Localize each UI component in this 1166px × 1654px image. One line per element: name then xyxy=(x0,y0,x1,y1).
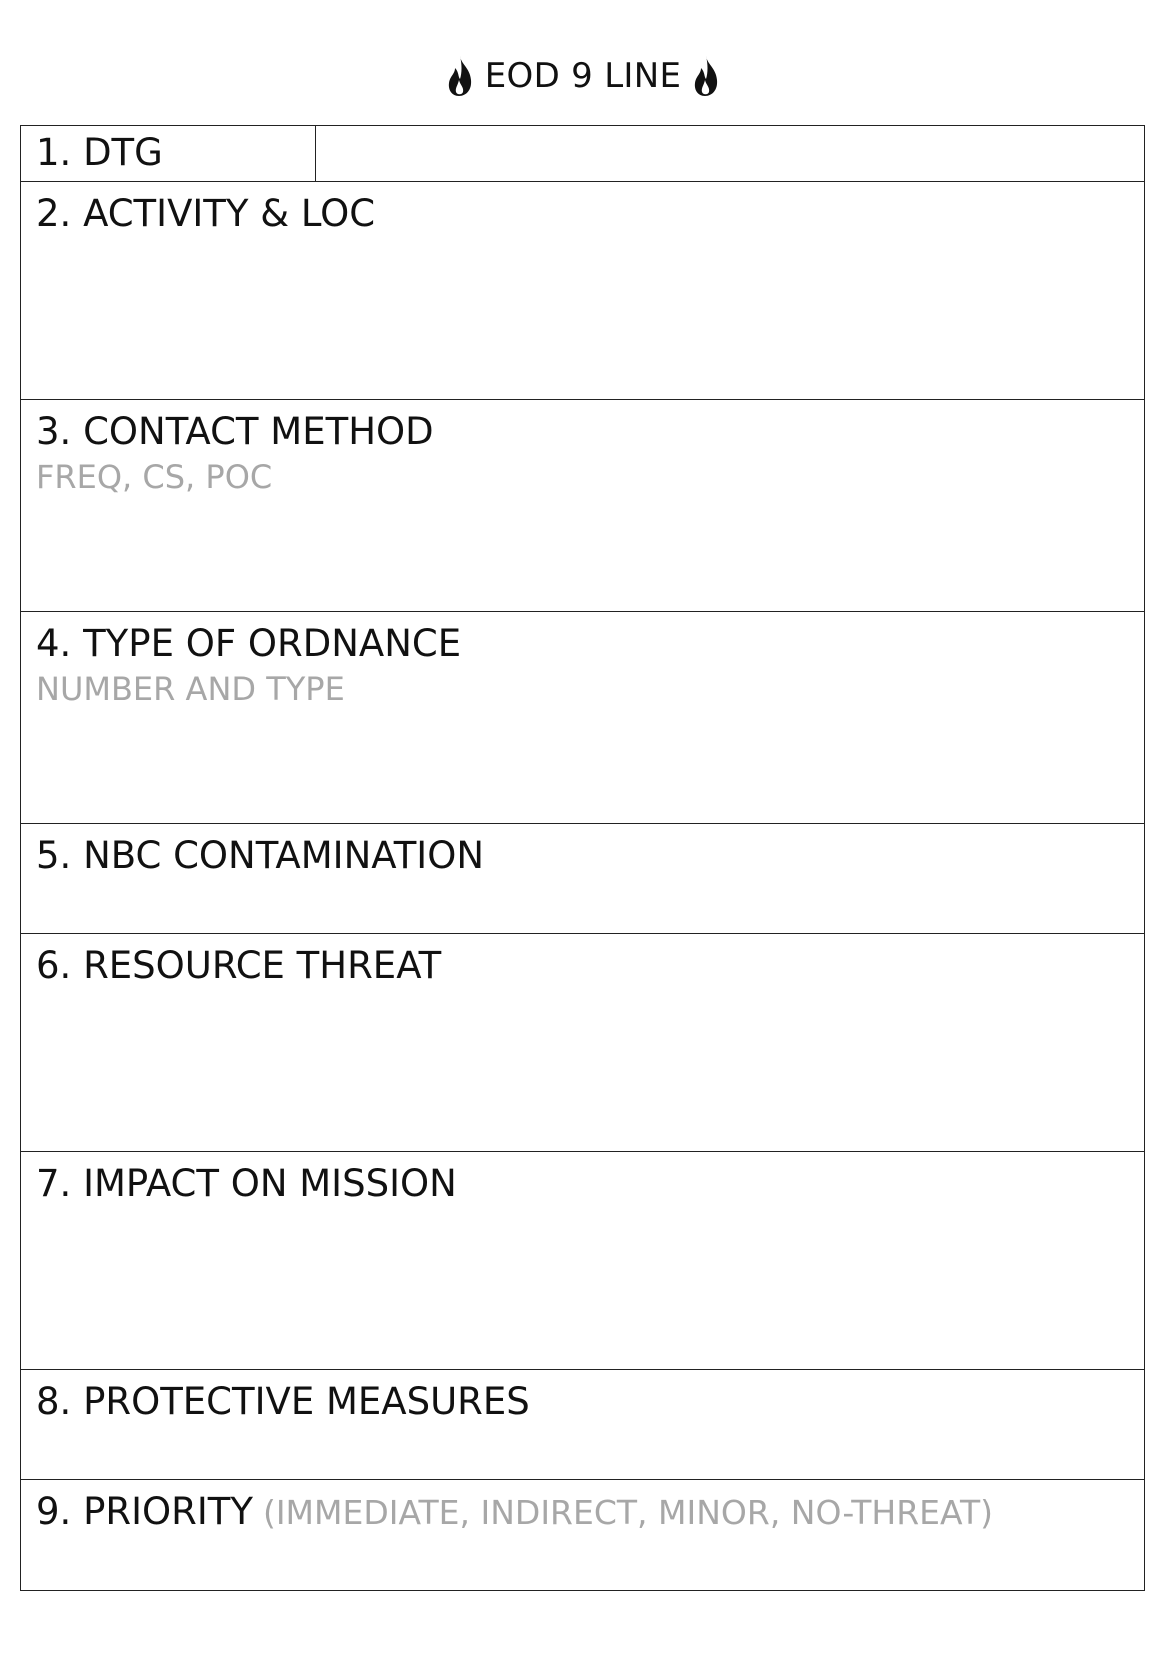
page-title xyxy=(0,52,1166,100)
eod-9-line-form xyxy=(20,125,1145,1591)
line-protective-measures[interactable] xyxy=(21,1370,1144,1480)
dtg-field[interactable] xyxy=(316,126,1144,181)
line-activity-loc[interactable] xyxy=(21,182,1144,400)
flame-icon xyxy=(689,52,723,100)
priority-label: 9. PRIORITY xyxy=(36,1490,253,1533)
contact-method-label: 3. CONTACT METHOD xyxy=(36,410,434,453)
activity-loc-label: 2. ACTIVITY & LOC xyxy=(36,192,376,235)
dtg-label-cell xyxy=(21,126,316,181)
contact-method-hint: FREQ, CS, POC xyxy=(36,458,273,496)
priority-label-line xyxy=(36,1488,1144,1537)
line-contact-method[interactable] xyxy=(21,400,1144,612)
line-dtg xyxy=(21,126,1144,182)
type-of-ordnance-label: 4. TYPE OF ORDNANCE xyxy=(36,622,462,665)
impact-on-mission-label: 7. IMPACT ON MISSION xyxy=(36,1162,457,1205)
type-of-ordnance-hint: NUMBER AND TYPE xyxy=(36,670,345,708)
title-text: EOD 9 LINE xyxy=(484,56,682,96)
line-type-of-ordnance[interactable] xyxy=(21,612,1144,824)
line-impact-on-mission[interactable] xyxy=(21,1152,1144,1370)
protective-measures-label: 8. PROTECTIVE MEASURES xyxy=(36,1380,530,1423)
line-priority[interactable] xyxy=(21,1480,1144,1590)
line-resource-threat[interactable] xyxy=(21,934,1144,1152)
priority-hint: (IMMEDIATE, INDIRECT, MINOR, NO-THREAT) xyxy=(262,1493,994,1532)
nbc-contamination-label: 5. NBC CONTAMINATION xyxy=(36,834,485,877)
flame-icon xyxy=(443,52,477,100)
dtg-label: 1. DTG xyxy=(36,131,163,174)
line-nbc-contamination[interactable] xyxy=(21,824,1144,934)
resource-threat-label: 6. RESOURCE THREAT xyxy=(36,944,442,987)
